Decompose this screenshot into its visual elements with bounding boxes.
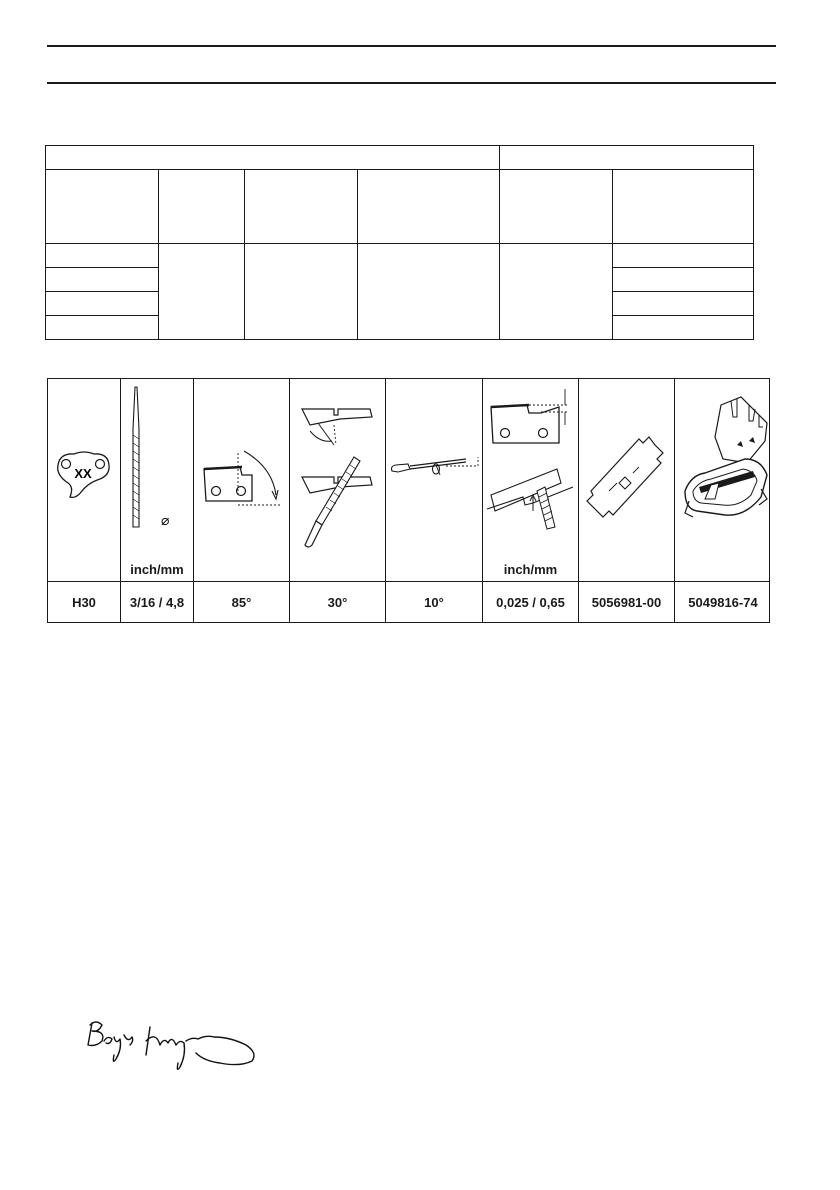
- value-file-guide: 5049816-74: [688, 595, 758, 610]
- signature: [80, 1015, 270, 1085]
- column-file-holder-angle: [385, 379, 482, 622]
- unit-file-diameter: inch/mm: [130, 562, 184, 577]
- value-file-diameter: 3/16 / 4,8: [129, 595, 185, 610]
- depth-gauge-icon: [483, 379, 579, 559]
- chain-gauge-icon: [48, 379, 120, 579]
- round-file-icon: [121, 379, 194, 559]
- column-file-diameter: [120, 379, 193, 622]
- value-chain-gauge: H30: [72, 595, 96, 610]
- value-file-holder-angle: 10°: [424, 595, 444, 610]
- filing-angle-icon: [290, 379, 386, 559]
- spec-table: [45, 145, 754, 340]
- column-top-plate-angle: [193, 379, 289, 622]
- column-depth-gauge: [482, 379, 578, 622]
- flat-gauge-tool-icon: [579, 379, 675, 559]
- svg-text:XX: XX: [74, 466, 92, 481]
- file-guide-icon: [675, 379, 772, 559]
- column-file-guide: [674, 379, 771, 622]
- value-top-plate-angle: 85°: [231, 595, 252, 610]
- value-depth-gauge: 0,025 / 0,65: [496, 595, 565, 610]
- column-chain-gauge: [48, 379, 120, 622]
- value-filing-angle: 30°: [327, 595, 348, 610]
- column-depth-gauge-tool: [578, 379, 674, 622]
- header-rule-top: [47, 45, 776, 47]
- file-holder-icon: [386, 379, 483, 559]
- unit-depth-gauge: inch/mm: [503, 562, 558, 577]
- cutter-angle-icon: [194, 379, 290, 559]
- column-filing-angle: [289, 379, 385, 622]
- svg-text:⌀: ⌀: [161, 513, 170, 529]
- header-rule-bottom: [47, 82, 776, 84]
- value-depth-gauge-tool: 5056981-00: [591, 595, 662, 610]
- sharpening-tool-table: [47, 378, 770, 623]
